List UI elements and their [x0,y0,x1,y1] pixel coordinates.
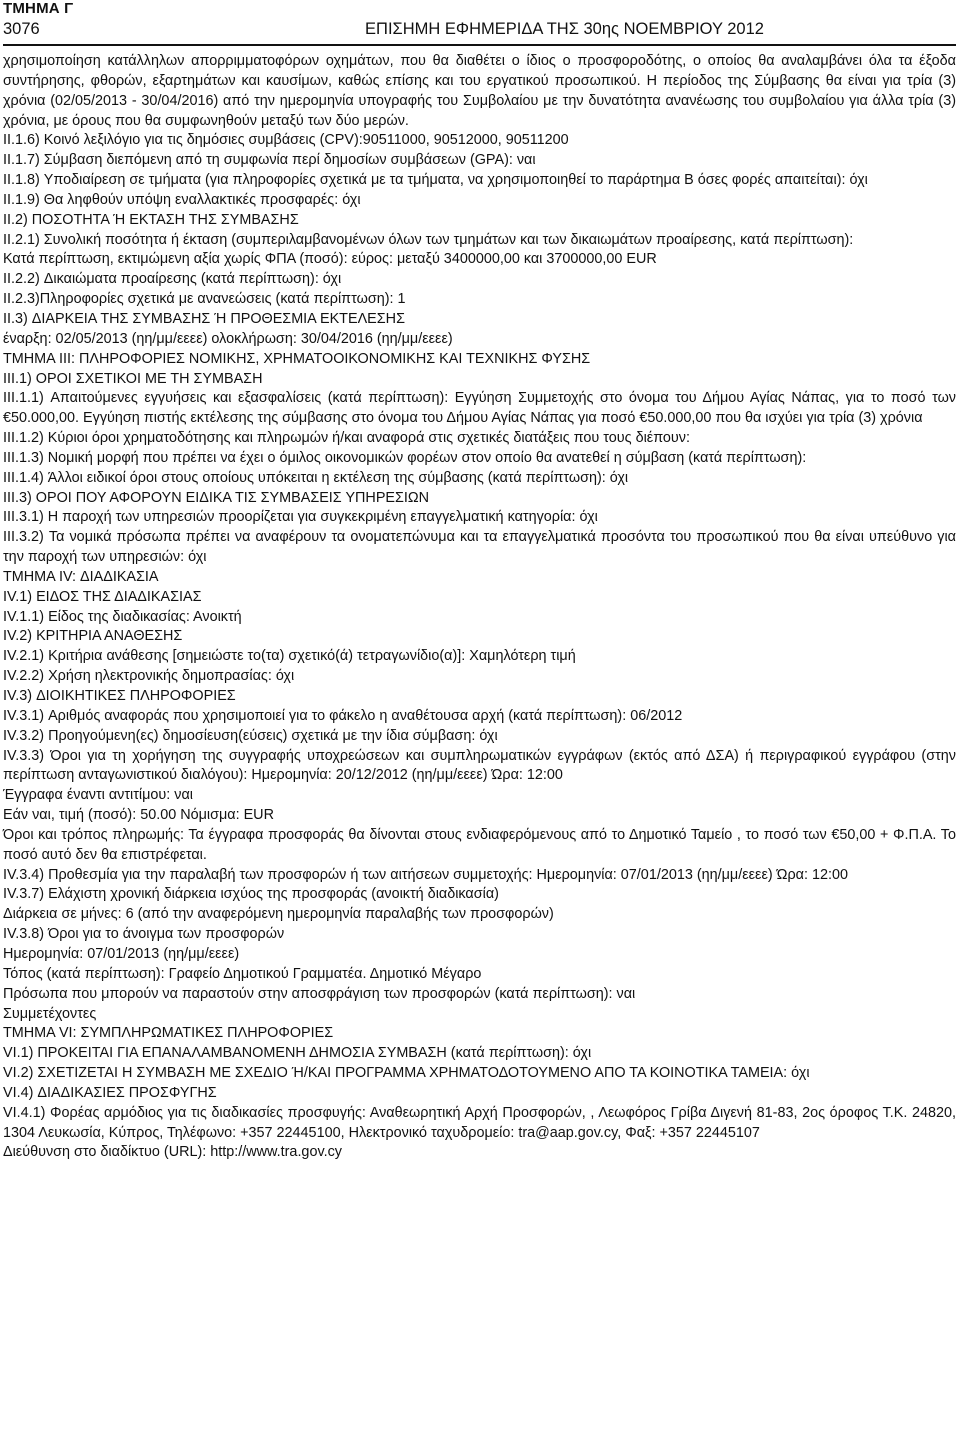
page-header [3,18,956,40]
paragraph-e-auction: IV.2.2) Χρήση ηλεκτρονικής δημοπρασίας: όχι [3,668,295,685]
heading-administrative-info: IV.3) ΔΙΟΙΚΗΤΙΚΕΣ ΠΛΗΡΟΦΟΡΙΕΣ [3,688,236,704]
page-number: 3076 [3,20,40,38]
paragraph-renewals: II.2.3)Πληροφορίες σχετικά με ανανεώσεις (κατά περίπτωση): 1 [3,291,406,308]
paragraph-review-body: VI.4.1) Φορέας αρμόδιος για τις διαδικασίες προσφυγής: Αναθεωρητική Αρχή Προσφορών, , Λεωφόρος Γρίβα Διγενή 81-83, 2ος όροφος Τ.Κ. 24820, 1304 Λευκωσία, Κύπρος, Τηλέφωνο: +357 22445100, Ηλεκτρονικό ταχυδρομείο: tra@aap.gov.cy, Φαξ: +357 22445107 [3,1104,956,1141]
paragraph-price: Εάν ναι, τιμή (ποσό): 50.00 Νόμισμα: EUR [3,807,274,824]
paragraph-duration-months: Διάρκεια σε μήνες: 6 (από την αναφερόμενη ημερομηνία παραλαβής των προσφορών) [3,906,554,923]
paragraph-eu-funds: VI.2) ΣΧΕΤΙΖΕΤΑΙ Η ΣΥΜΒΑΣΗ ΜΕ ΣΧΕΔΙΟ Ή/ΚΑΙ ΠΡΟΓΡΑΜΜΑ ΧΡΗΜΑΤΟΔΟΤΟΥΜΕΝΟ ΑΠΟ ΤΑ ΚΟΙΝΟΤΙΚΑ ΤΑΜΕΙΑ: όχι [3,1065,810,1082]
heading-contract-conditions: III.1) ΟΡΟΙ ΣΧΕΤΙΚΟΙ ΜΕ ΤΗ ΣΥΜΒΑΣΗ [3,370,263,387]
paragraph-options: II.2.2) Δικαιώματα προαίρεσης (κατά περίπτωση): όχι [3,271,342,288]
paragraph-recurrent: VI.1) ΠΡΟΚΕΙΤΑΙ ΓΙΑ ΕΠΑΝΑΛΑΜΒΑΝΟΜΕΝΗ ΔΗΜΟΣΙΑ ΣΥΜΒΑΣΗ (κατά περίπτωση): όχι [3,1045,592,1062]
paragraph-lots: II.1.8) Υποδιαίρεση σε τμήματα (για πληροφορίες σχετικά με τα τμήματα, να χρησιμοποιηθεί το παράρτημα Β όσες φορές απαιτείται): όχι [3,172,868,189]
paragraph-previous-publication: IV.3.2) Προηγούμενη(ες) δημοσίευση(εύσεις) σχετικά με την ίδια σύμβαση: όχι [3,727,498,744]
paragraph-opening-date: Ημερομηνία: 07/01/2013 (ηη/μμ/εεεε) [3,945,240,962]
paragraph-legal-form: III.1.3) Νομική μορφή που πρέπει να έχει ο όμιλος οικονομικών φορέων στον οποίο θα ανατεθεί η σύμβαση (κατά περίπτωση): [3,449,807,466]
paragraph-special-conditions: III.1.4) Άλλοι ειδικοί όροι στους οποίους υπόκειται η εκτέλεση της σύμβασης (κατά περίπτωση): όχι [3,469,629,486]
paragraph-estimated-value: Κατά περίπτωση, εκτιμώμενη αξία χωρίς ΦΠΑ (ποσό): εύρος: μεταξύ 3400000,00 και 3700000,00 EUR [3,251,657,268]
paragraph-cpv: II.1.6) Κοινό λεξιλόγιο για τις δημόσιες συμβάσεις (CPV):90511000, 90512000, 90511200 [3,132,569,149]
paragraph-contract-description: χρησιμοποίηση κατάλληλων απορριμματοφόρων οχημάτων, που θα διαθέτει ο ίδιος ο προσφοροδότης, ο οποίος θα αναλαμβάνει όλα τα έξοδα συντήρησης, φθορών, εξαρτημάτων και καυσίμων, καθώς επίσης και του εργατικού προσωπικού. Η περίοδος της Σύμβασης θα είναι για τρία (3) χρόνια (02/05/2013 - 30/04/2016) από την ημερομηνία υπογραφής του Συμβολαίου με την δυνατότητα ανανέωσης του συμβολαίου για άλλα τρία (3) χρόνια, με όρους που θα συμφωνηθούν μεταξύ των δύο μερών. [3,53,956,129]
paragraph-award-criteria: IV.2.1) Κριτήρια ανάθεσης [σημειώστε το(τα) σχετικό(ά) τετραγωνίδιο(α)]: Χαμηλότερη τιμή [3,648,576,665]
paragraph-documents-conditions: IV.3.3) Όροι για τη χορήγηση της συγγραφής υποχρεώσεων και συμπληρωματικών εγγράφων (εκτός από ΔΣΑ) ή περιγραφικού εγγράφου (στην περίπτωση ανταγωνιστικού διαλόγου): Ημερομηνία: 20/12/2012 (ηη/μμ/εεεε) Ώρα: 12:00 [3,747,956,784]
paragraph-reference-number: IV.3.1) Αριθμός αναφοράς που χρησιμοποιεί για το φάκελο η αναθέτουσα αρχή (κατά περίπτωση): 06/2012 [3,707,683,724]
document-body [3,52,956,1163]
paragraph-participants: Συμμετέχοντες [3,1005,97,1022]
heading-procedure-type: IV.1) ΕΙΔΟΣ ΤΗΣ ΔΙΑΔΙΚΑΣΙΑΣ [3,588,202,605]
heading-award-criteria: IV.2) ΚΡΙΤΗΡΙΑ ΑΝΑΘΕΣΗΣ [3,628,183,645]
paragraph-url: Διεύθυνση στο διαδίκτυο (URL): http://www.tra.gov.cy [3,1144,342,1161]
paragraph-receipt-deadline: IV.3.4) Προθεσμία για την παραλαβή των προσφορών ή των αιτήσεων συμμετοχής: Ημερομηνία: 07/01/2013 (ηη/μμ/εεεε) Ώρα: 12:00 [3,866,848,883]
paragraph-persons-present: Πρόσωπα που μπορούν να παραστούν στην αποσφράγιση των προσφορών (κατά περίπτωση): ναι [3,985,636,1002]
heading-section-vi: ΤΜΗΜΑ VI: ΣΥΜΠΛΗΡΩΜΑΤΙΚΕΣ ΠΛΗΡΟΦΟΡΙΕΣ [3,1025,334,1042]
paragraph-guarantees: III.1.1) Απαιτούμενες εγγυήσεις και εξασφαλίσεις (κατά περίπτωση): Εγγύηση Συμμετοχής στο όνομα του Δήμου Αγίας Νάπας, για το ποσό των €50.000,00. Εγγύηση πιστής εκτέλεσης της σύμβασης στο όνομα του Δήμου Αγίας Νάπας για ποσό €50.000,00 που θα ισχύει για τρία (3) χρόνια [3,390,956,427]
heading-section-iii: ΤΜΗΜΑ III: ΠΛΗΡΟΦΟΡΙΕΣ ΝΟΜΙΚΗΣ, ΧΡΗΜΑΤΟΟΙΚΟΝΟΜΙΚΗΣ ΚΑΙ ΤΕΧΝΙΚΗΣ ΦΥΣΗΣ [3,350,591,367]
heading-service-contracts: III.3) ΟΡΟΙ ΠΟΥ ΑΦΟΡΟΥΝ ΕΙΔΙΚΑ ΤΙΣ ΣΥΜΒΑΣΕΙΣ ΥΠΗΡΕΣΙΩΝ [3,489,430,506]
section-label: ΤΜΗΜΑ Γ [3,0,74,17]
paragraph-profession: III.3.1) Η παροχή των υπηρεσιών προορίζεται για συγκεκριμένη επαγγελματική κατηγορία: όχι [3,509,598,526]
paragraph-variants: II.1.9) Θα ληφθούν υπόψη εναλλακτικές προσφαρές: όχι [3,191,361,208]
heading-quantity-scope: II.2) ΠΟΣΟΤΗΤΑ Ή ΕΚΤΑΣΗ ΤΗΣ ΣΥΜΒΑΣΗΣ [3,211,299,228]
document-page [3,0,956,1163]
heading-duration: II.3) ΔΙΑΡΚΕΙΑ ΤΗΣ ΣΥΜΒΑΣΗΣ Ή ΠΡΟΘΕΣΜΙΑ ΕΚΤΕΛΕΣΗΣ [3,310,405,327]
paragraph-payable-documents: Έγγραφα έναντι αντιτίμου: ναι [3,787,193,804]
heading-review-procedures: VI.4) ΔΙΑΔΙΚΑΣΙΕΣ ΠΡΟΣΦΥΓΗΣ [3,1084,217,1101]
paragraph-procedure-type: IV.1.1) Είδος της διαδικασίας: Ανοικτή [3,608,242,625]
paragraph-payment-terms: Όροι και τρόπος πληρωμής: Τα έγγραφα προσφοράς θα δίνονται στους ενδιαφερόμενους από το Δημοτικό Ταμείο , το ποσό των €50,00 + Φ.Π.Α. Το ποσό αυτό δεν θα επιστρέφεται. [3,826,956,863]
paragraph-opening-place: Τόπος (κατά περίπτωση): Γραφείο Δημοτικού Γραμματέα. Δημοτικό Μέγαρο [3,965,482,982]
paragraph-staff-qualifications: III.3.2) Τα νομικά πρόσωπα πρέπει να αναφέρουν τα ονοματεπώνυμα και τα επαγγελματικά προσόντα του προσωπικού που θα είναι υπεύθυνο για την παροχή των υπηρεσιών: όχι [3,529,956,566]
gazette-title: ΕΠΙΣΗΜΗ ΕΦΗΜΕΡΙΔΑ ΤΗΣ 30ης ΝΟΕΜΒΡΙΟΥ 2012 [365,20,764,38]
heading-section-iv: ΤΜΗΜΑ IV: ΔΙΑΔΙΚΑΣΙΑ [3,568,159,585]
paragraph-gpa: II.1.7) Σύμβαση διεπόμενη από τη συμφωνία περί δημοσίων συμβάσεων (GPA): ναι [3,152,536,169]
paragraph-opening-conditions: IV.3.8) Όροι για το άνοιγμα των προσφορών [3,926,285,943]
paragraph-financing: III.1.2) Κύριοι όροι χρηματοδότησης και πληρωμών ή/και αναφορά στις σχετικές διατάξεις που τους διέπουν: [3,430,690,447]
paragraph-minimum-validity: IV.3.7) Ελάχιστη χρονική διάρκεια ισχύος της προσφοράς (ανοικτή διαδικασία) [3,886,499,903]
header-divider [3,44,956,46]
paragraph-total-quantity: II.2.1) Συνολική ποσότητα ή έκταση (συμπεριλαμβανομένων όλων των τμημάτων και των δικαιωμάτων προαίρεσης, κατά περίπτωση): [3,231,854,248]
paragraph-start-end-dates: έναρξη: 02/05/2013 (ηη/μμ/εεεε) ολοκλήρωση: 30/04/2016 (ηη/μμ/εεεε) [3,330,453,347]
